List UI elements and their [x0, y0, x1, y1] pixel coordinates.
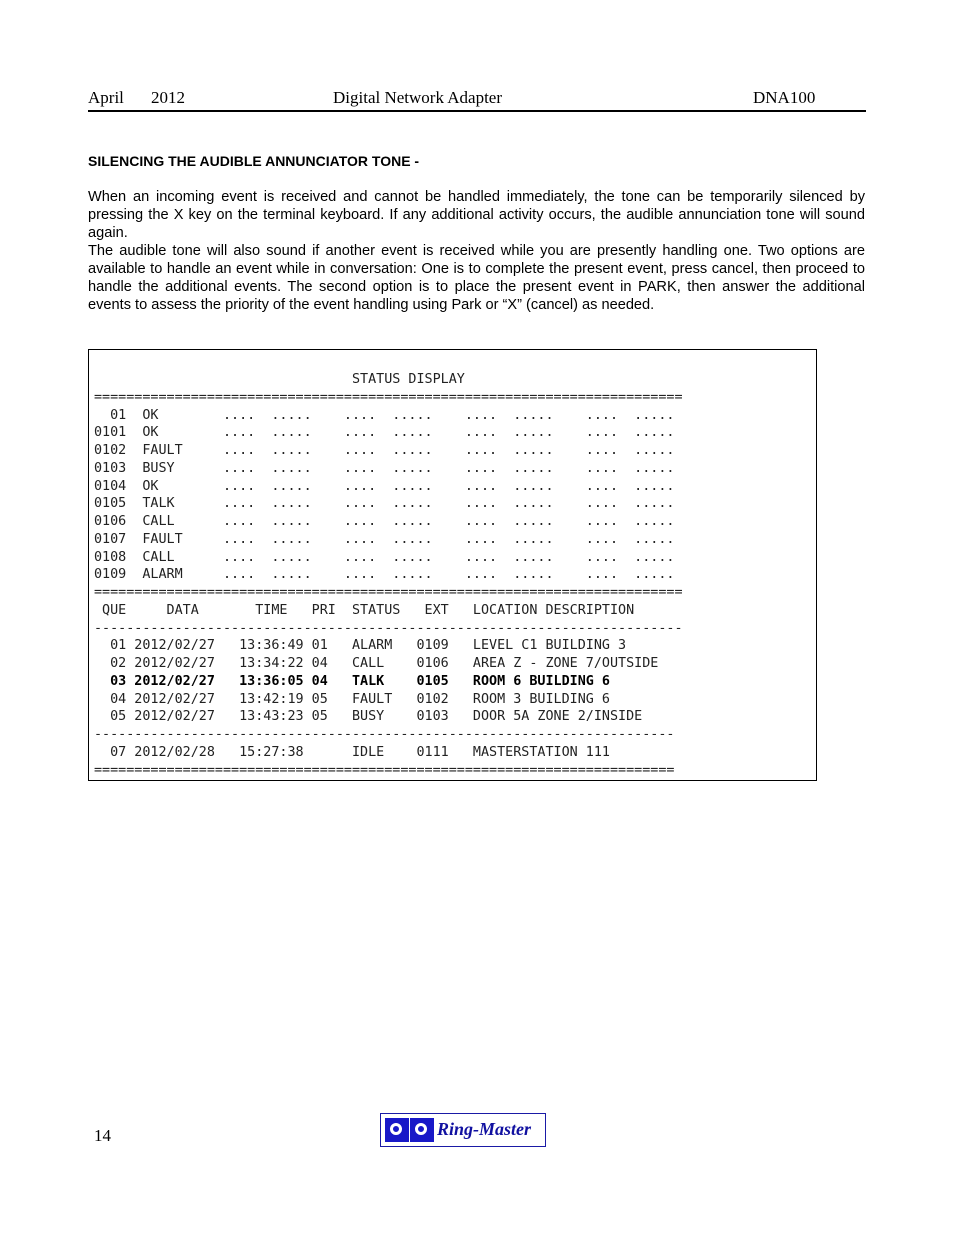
status-display-terminal	[88, 349, 817, 781]
terminal-line: 0106 CALL .... ..... .... ..... .... ..... .... .....	[94, 514, 675, 529]
header-month: April	[88, 88, 124, 107]
terminal-line: 0101 OK .... ..... .... ..... .... ..... .... .....	[94, 425, 675, 441]
terminal-line: 04 2012/02/27 13:42:19 05 FAULT 0102 ROOM 3 BUILDING 6	[94, 691, 610, 707]
terminal-line: 07 2012/02/28 15:27:38 IDLE 0111 MASTERSTATION 111	[94, 744, 610, 760]
paragraph: When an incoming event is received and cannot be handled immediately, the tone can be temporarily silenced by pressing the X key on the terminal keyboard. If any additional activity occurs, the audible annunciation tone will sound again.	[88, 189, 865, 241]
terminal-line: 01 OK .... ..... .... ..... .... ..... .... .....	[94, 407, 675, 423]
terminal-line: =========================================================================	[94, 585, 683, 600]
terminal-line: ------------------------------------------------------------------------	[94, 727, 675, 742]
terminal-line: 0102 FAULT .... ..... .... ..... .... ..... .... .....	[94, 443, 675, 458]
header-title: Digital Network Adapter	[333, 88, 503, 107]
terminal-line: STATUS DISPLAY	[94, 372, 465, 387]
section-title: SILENCING THE AUDIBLE ANNUNCIATOR TONE -	[88, 153, 420, 169]
header-year: 2012	[151, 88, 185, 107]
terminal-line: 01 2012/02/27 13:36:49 01 ALARM 0109 LEVEL C1 BUILDING 3	[94, 638, 627, 654]
page-header	[88, 88, 866, 112]
logo-o-icon	[410, 1118, 434, 1142]
terminal-line: 0103 BUSY .... ..... .... ..... .... ..... .... .....	[94, 460, 675, 476]
body-text	[88, 188, 865, 314]
terminal-line: 0104 OK .... ..... .... ..... .... ..... .... .....	[94, 478, 675, 494]
terminal-line: -------------------------------------------------------------------------	[94, 620, 683, 636]
terminal-lines	[94, 371, 683, 779]
logo-o-icon	[385, 1118, 409, 1142]
logo-text: Ring-Master	[437, 1119, 532, 1139]
terminal-line: 02 2012/02/27 13:34:22 04 CALL 0106 AREA Z - ZONE 7/OUTSIDE	[94, 656, 659, 671]
terminal-line: 03 2012/02/27 13:36:05 04 TALK 0105 ROOM 6 BUILDING 6	[94, 673, 610, 689]
terminal-line: 0107 FAULT .... ..... .... ..... .... ..... .... .....	[94, 531, 675, 547]
page-number: 14	[94, 1126, 111, 1145]
terminal-line: QUE DATA TIME PRI STATUS EXT LOCATION DESCRIPTION	[94, 602, 635, 618]
header-model: DNA100	[753, 88, 816, 107]
terminal-line: =========================================================================	[94, 389, 683, 405]
paragraph: The audible tone will also sound if another event is received while you are presently handling one. Two options are available to handle an event while in conversation: One is to complete the present event, press cancel, then proceed to handle the additional events. The second option is to place the present event in PARK, then answer the additional events to assess the priority of the event handling using Park or “X” (cancel) as needed.	[88, 243, 865, 313]
terminal-line: ========================================================================	[94, 762, 675, 778]
terminal-line: 0105 TALK .... ..... .... ..... .... ..... .... .....	[94, 496, 675, 512]
terminal-line: 05 2012/02/27 13:43:23 05 BUSY 0103 DOOR 5A ZONE 2/INSIDE	[94, 709, 643, 725]
terminal-line: 0108 CALL .... ..... .... ..... .... ..... .... .....	[94, 549, 675, 565]
ring-master-logo	[380, 1113, 546, 1147]
terminal-line: 0109 ALARM .... ..... .... ..... .... ..... .... .....	[94, 567, 675, 583]
